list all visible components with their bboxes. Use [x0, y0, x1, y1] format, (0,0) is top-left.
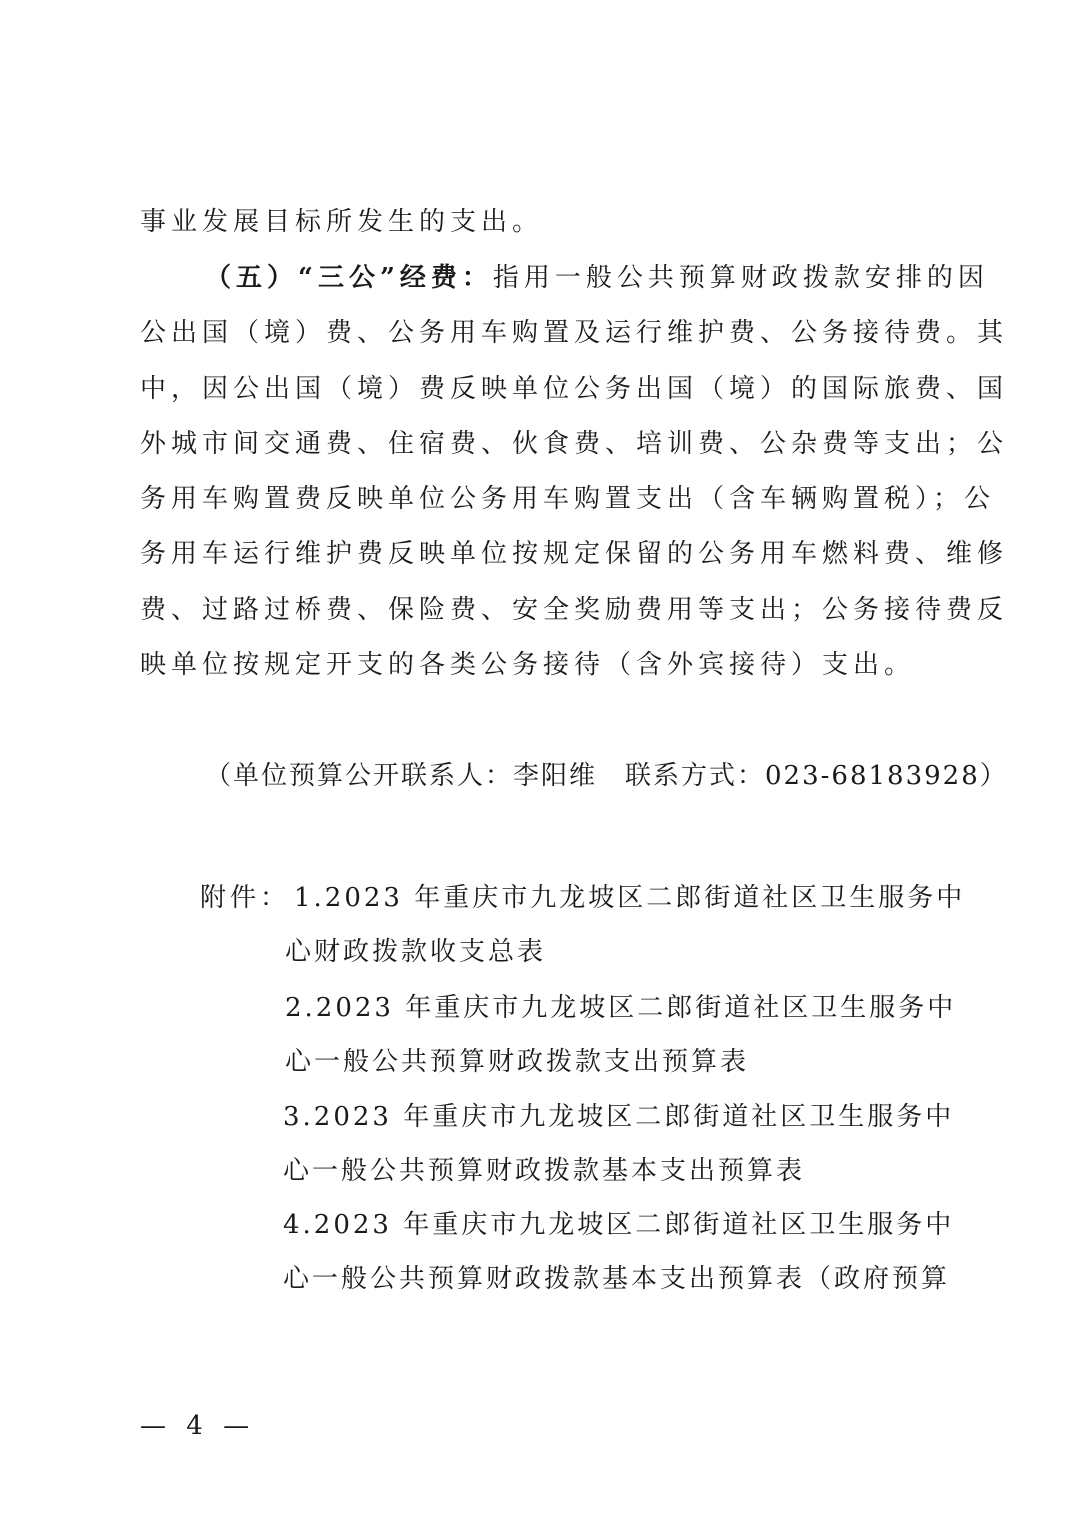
section-5-first-line [205, 258, 989, 298]
section-5-heading: （五）“三公”经费： [205, 263, 493, 293]
attachment-item-3-cont: 心一般公共预算财政拨款基本支出预算表 [283, 1156, 806, 1186]
body-line: 外城市间交通费、住宿费、伙食费、培训费、公杂费等支出；公 [140, 429, 1009, 459]
body-line: 中，因公出国（境）费反映单位公务出国（境）的国际旅费、国 [140, 374, 1009, 404]
attachment-item-1-cont: 心财政拨款收支总表 [285, 937, 547, 967]
attachment-item-4-cont: 心一般公共预算财政拨款基本支出预算表（政府预算 [283, 1264, 951, 1294]
contact-info: （单位预算公开联系人：李阳维 联系方式：023-68183928） [205, 761, 1008, 791]
body-line: 务用车运行维护费反映单位按规定保留的公务用车燃料费、维修 [140, 539, 1009, 569]
body-line: 务用车购置费反映单位公务用车购置支出（含车辆购置税）；公 [140, 484, 996, 514]
page-number: — 4 — [140, 1411, 256, 1441]
body-line: 映单位按规定开支的各类公务接待（含外宾接待）支出。 [140, 650, 916, 680]
attachment-item-2-cont: 心一般公共预算财政拨款支出预算表 [285, 1047, 750, 1077]
section-5-text: 指用一般公共预算财政拨款安排的因 [492, 263, 989, 293]
body-line: 公出国（境）费、公务用车购置及运行维护费、公务接待费。其 [140, 318, 1009, 348]
body-line: 费、过路过桥费、保险费、安全奖励费用等支出；公务接待费反 [140, 595, 1009, 625]
attachments-label: 附件： [200, 883, 291, 913]
attachment-item-4: 4.2023 年重庆市九龙坡区二郎街道社区卫生服务中 [283, 1210, 955, 1240]
attachment-item-2: 2.2023 年重庆市九龙坡区二郎街道社区卫生服务中 [285, 993, 957, 1023]
attachment-item-1: 1.2023 年重庆市九龙坡区二郎街道社区卫生服务中 [294, 883, 966, 913]
attachment-item-3: 3.2023 年重庆市九龙坡区二郎街道社区卫生服务中 [283, 1102, 955, 1132]
body-line: 事业发展目标所发生的支出。 [140, 207, 544, 237]
